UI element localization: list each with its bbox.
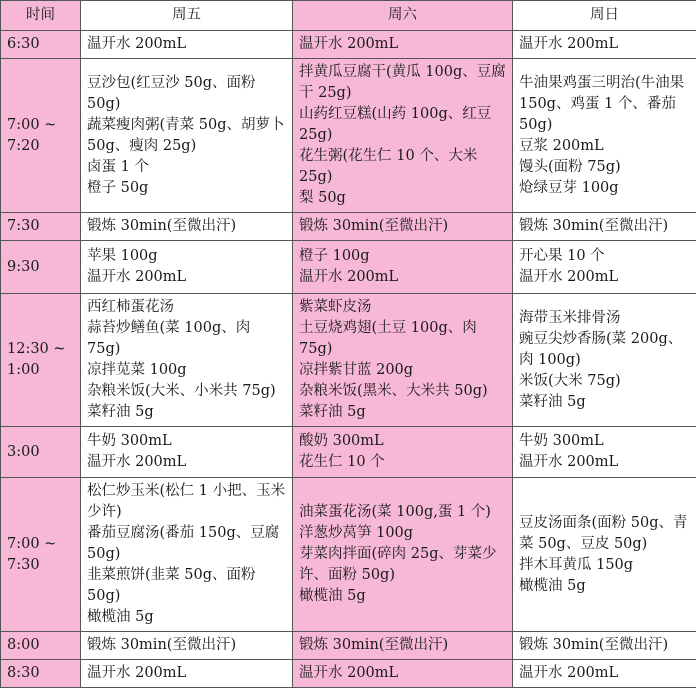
meal-item: 花生粥(花生仁 10 个、大米 25g) (299, 146, 506, 188)
meal-item: 牛油果鸡蛋三明治(牛油果 150g、鸡蛋 1 个、番茄 50g) (519, 73, 690, 136)
sunday-cell (513, 427, 696, 478)
sunday-cell (513, 59, 696, 213)
table-row (1, 294, 696, 427)
meal-item: 拌木耳黄瓜 150g (519, 555, 690, 576)
sunday-cell (513, 213, 696, 241)
meal-item: 温开水 200mL (299, 34, 506, 55)
meal-item: 橙子 100g (299, 246, 506, 267)
sunday-cell (513, 31, 696, 59)
table-row (1, 427, 696, 478)
meal-item: 牛奶 300mL (87, 431, 286, 452)
meal-item: 温开水 200mL (87, 663, 286, 684)
friday-cell (81, 31, 293, 59)
meal-item: 蔬菜瘦肉粥(青菜 50g、胡萝卜 50g、瘦肉 25g) (87, 115, 286, 157)
meal-item: 酸奶 300mL (299, 431, 506, 452)
meal-item: 锻炼 30min(至微出汗) (87, 216, 286, 237)
table-row (1, 660, 696, 688)
meal-item: 锻炼 30min(至微出汗) (519, 635, 690, 656)
friday-cell (81, 59, 293, 213)
meal-item: 锻炼 30min(至微出汗) (87, 635, 286, 656)
sunday-cell (513, 660, 696, 688)
table-row (1, 31, 696, 59)
saturday-cell (293, 660, 513, 688)
table-body (1, 31, 696, 688)
meal-item: 炝绿豆芽 100g (519, 178, 690, 199)
meal-item: 温开水 200mL (299, 267, 506, 288)
meal-item: 橄榄油 5g (87, 607, 286, 628)
saturday-cell (293, 59, 513, 213)
table-row (1, 632, 696, 660)
time-cell: 7:00 ~ 7:30 (1, 478, 81, 632)
saturday-cell (293, 241, 513, 294)
saturday-cell (293, 31, 513, 59)
header-time: 时间 (1, 1, 81, 31)
meal-item: 橙子 50g (87, 178, 286, 199)
friday-cell (81, 294, 293, 427)
meal-item: 海带玉米排骨汤 (519, 308, 690, 329)
meal-item: 花生仁 10 个 (299, 452, 506, 473)
table-row (1, 213, 696, 241)
table-row (1, 59, 696, 213)
table-row (1, 478, 696, 632)
saturday-cell (293, 632, 513, 660)
time-cell: 12:30 ~ 1:00 (1, 294, 81, 427)
meal-item: 蒜苔炒鳝鱼(菜 100g、肉 75g) (87, 318, 286, 360)
saturday-cell (293, 478, 513, 632)
meal-item: 卤蛋 1 个 (87, 157, 286, 178)
meal-item: 苹果 100g (87, 246, 286, 267)
meal-item: 紫菜虾皮汤 (299, 297, 506, 318)
meal-item: 米饭(大米 75g) (519, 371, 690, 392)
meal-item: 橄榄油 5g (519, 576, 690, 597)
meal-item: 温开水 200mL (519, 452, 690, 473)
meal-item: 豆沙包(红豆沙 50g、面粉 50g) (87, 73, 286, 115)
time-cell: 9:30 (1, 241, 81, 294)
meal-item: 松仁炒玉米(松仁 1 小把、玉米少许) (87, 481, 286, 523)
table-row (1, 241, 696, 294)
meal-item: 馒头(面粉 75g) (519, 157, 690, 178)
meal-item: 温开水 200mL (519, 267, 690, 288)
meal-item: 菜籽油 5g (87, 402, 286, 423)
meal-item: 杂粮米饭(黑米、大米共 50g) (299, 381, 506, 402)
meal-item: 牛奶 300mL (519, 431, 690, 452)
time-cell: 7:00 ~ 7:20 (1, 59, 81, 213)
saturday-cell (293, 213, 513, 241)
header-friday: 周五 (81, 1, 293, 31)
meal-item: 豆皮汤面条(面粉 50g、青菜 50g、豆皮 50g) (519, 513, 690, 555)
meal-item: 拌黄瓜豆腐干(黄瓜 100g、豆腐干 25g) (299, 62, 506, 104)
meal-item: 梨 50g (299, 188, 506, 209)
meal-item: 豌豆尖炒香肠(菜 200g、肉 100g) (519, 329, 690, 371)
meal-item: 温开水 200mL (87, 267, 286, 288)
meal-item: 锻炼 30min(至微出汗) (299, 635, 506, 656)
meal-item: 凉拌苋菜 100g (87, 360, 286, 381)
meal-item: 锻炼 30min(至微出汗) (299, 216, 506, 237)
saturday-cell (293, 427, 513, 478)
friday-cell (81, 427, 293, 478)
meal-item: 杂粮米饭(大米、小米共 75g) (87, 381, 286, 402)
time-cell: 7:30 (1, 213, 81, 241)
meal-item: 凉拌紫甘蓝 200g (299, 360, 506, 381)
meal-item: 菜籽油 5g (299, 402, 506, 423)
friday-cell (81, 213, 293, 241)
friday-cell (81, 478, 293, 632)
meal-item: 番茄豆腐汤(番茄 150g、豆腐 50g) (87, 523, 286, 565)
meal-item: 温开水 200mL (299, 663, 506, 684)
meal-item: 温开水 200mL (87, 34, 286, 55)
meal-item: 锻炼 30min(至微出汗) (519, 216, 690, 237)
meal-item: 温开水 200mL (519, 34, 690, 55)
header-row (1, 1, 696, 31)
sunday-cell (513, 478, 696, 632)
saturday-cell (293, 294, 513, 427)
meal-item: 山药红豆糕(山药 100g、红豆 25g) (299, 104, 506, 146)
meal-item: 橄榄油 5g (299, 586, 506, 607)
friday-cell (81, 241, 293, 294)
sunday-cell (513, 241, 696, 294)
time-cell: 8:00 (1, 632, 81, 660)
meal-item: 菜籽油 5g (519, 392, 690, 413)
time-cell: 8:30 (1, 660, 81, 688)
meal-item: 温开水 200mL (87, 452, 286, 473)
header-saturday: 周六 (293, 1, 513, 31)
meal-item: 温开水 200mL (519, 663, 690, 684)
friday-cell (81, 632, 293, 660)
meal-item: 土豆烧鸡翅(土豆 100g、肉 75g) (299, 318, 506, 360)
meal-item: 洋葱炒莴笋 100g (299, 523, 506, 544)
time-cell: 6:30 (1, 31, 81, 59)
friday-cell (81, 660, 293, 688)
meal-item: 油菜蛋花汤(菜 100g,蛋 1 个) (299, 502, 506, 523)
sunday-cell (513, 294, 696, 427)
meal-item: 西红柿蛋花汤 (87, 297, 286, 318)
sunday-cell (513, 632, 696, 660)
meal-item: 芽菜肉拌面(碎肉 25g、芽菜少许、面粉 50g) (299, 544, 506, 586)
meal-item: 开心果 10 个 (519, 246, 690, 267)
header-sunday: 周日 (513, 1, 696, 31)
meal-item: 韭菜煎饼(韭菜 50g、面粉 50g) (87, 565, 286, 607)
meal-item: 豆浆 200mL (519, 136, 690, 157)
time-cell: 3:00 (1, 427, 81, 478)
